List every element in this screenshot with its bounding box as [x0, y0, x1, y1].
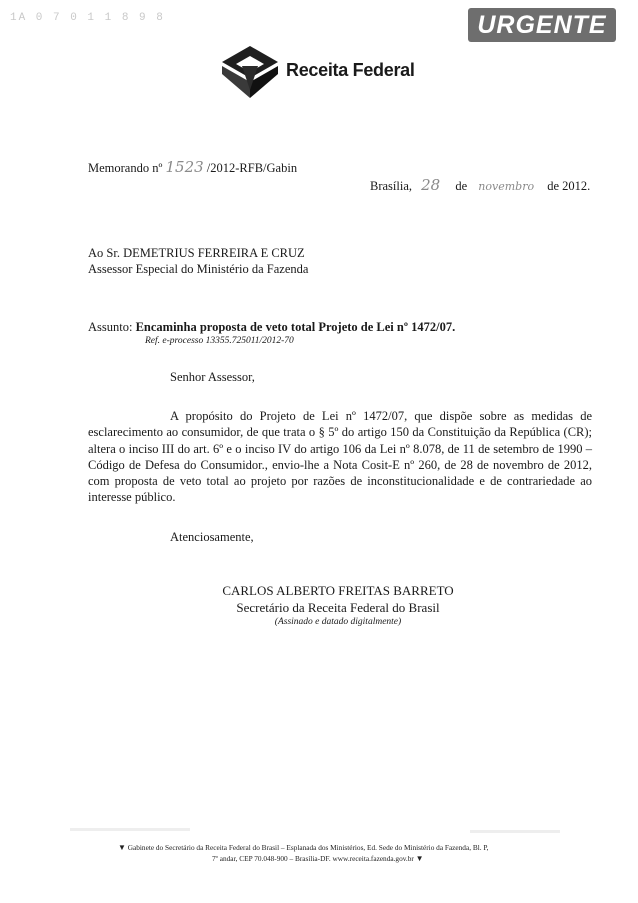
date-de: de [455, 179, 468, 193]
subject-line [88, 320, 455, 335]
recipient-name: Ao Sr. DEMETRIUS FERREIRA E CRUZ [88, 246, 305, 260]
footer-logo-icon-end: ▼ [415, 854, 424, 863]
urgent-badge: URGENTE [468, 8, 616, 42]
date-month-handwritten: novembro [478, 180, 535, 193]
date-year: de 2012. [547, 179, 591, 193]
signature-note: (Assinado e datado digitalmente) [274, 617, 402, 627]
footer-address-line2 [212, 854, 424, 863]
recipient-title: Assessor Especial do Ministério da Fazenda [88, 262, 309, 276]
subject-text: Encaminha proposta de veto total Projeto de Lei nº 1472/07. [135, 320, 456, 334]
memo-number-handwritten: 1523 [165, 158, 204, 176]
signatory-title: Secretário da Receita Federal do Brasil [236, 600, 440, 615]
memo-suffix: /2012-RFB/Gabin [206, 161, 298, 175]
receita-federal-logo [220, 44, 440, 100]
signatory-name: CARLOS ALBERTO FREITAS BARRETO [222, 583, 454, 598]
subject-reference: Ref. e-processo 13355.725011/2012-70 [145, 336, 294, 346]
date-city: Brasília, [370, 179, 413, 193]
closing: Atenciosamente, [170, 530, 254, 544]
org-name: Receita Federal [286, 60, 415, 80]
footer-logo-icon: ▼ [118, 843, 126, 852]
subject-label: Assunto: [88, 320, 133, 334]
scan-smudge [470, 830, 560, 833]
memo-prefix: Memorando nº [88, 161, 163, 175]
footer-line2-text: 7º andar, CEP 70.048-900 – Brasília-DF. www.receita.fazenda.gov.br [212, 854, 414, 863]
date-line [370, 176, 590, 194]
footer-address-line1 [118, 843, 488, 852]
footer-line1-text: Gabinete do Secretário da Receita Federal do Brasil – Esplanada dos Ministérios, Ed. Sede do Ministério da Fazenda, Bl. P, [127, 843, 489, 852]
scan-smudge [70, 828, 190, 831]
date-day-handwritten: 28 [421, 176, 441, 194]
body-paragraph: A propósito do Projeto de Lei nº 1472/07, que dispõe sobre as medidas de esclarecimento ao consumidor, de que trata o § 5º do artigo 150 da Constituição da República (CR); altera o inciso III do art. 6º e o inciso IV do artigo 106 da Lei nº 8.078, de 11 de setembro de 1990 – Código de Defesa do Consumidor., envio-lhe a Nota Cosit-E nº 260, de 28 de novembro de 2012, com proposta de veto total ao projeto por razões de inconstitucionalidade e de contrariedade ao interesse público. [88, 409, 592, 505]
memo-number [88, 158, 297, 176]
archive-stamp-code: 1A 0 7 0 1 1 8 9 8 [10, 12, 165, 24]
receita-federal-emblem-icon [220, 44, 284, 100]
salutation: Senhor Assessor, [170, 370, 255, 384]
